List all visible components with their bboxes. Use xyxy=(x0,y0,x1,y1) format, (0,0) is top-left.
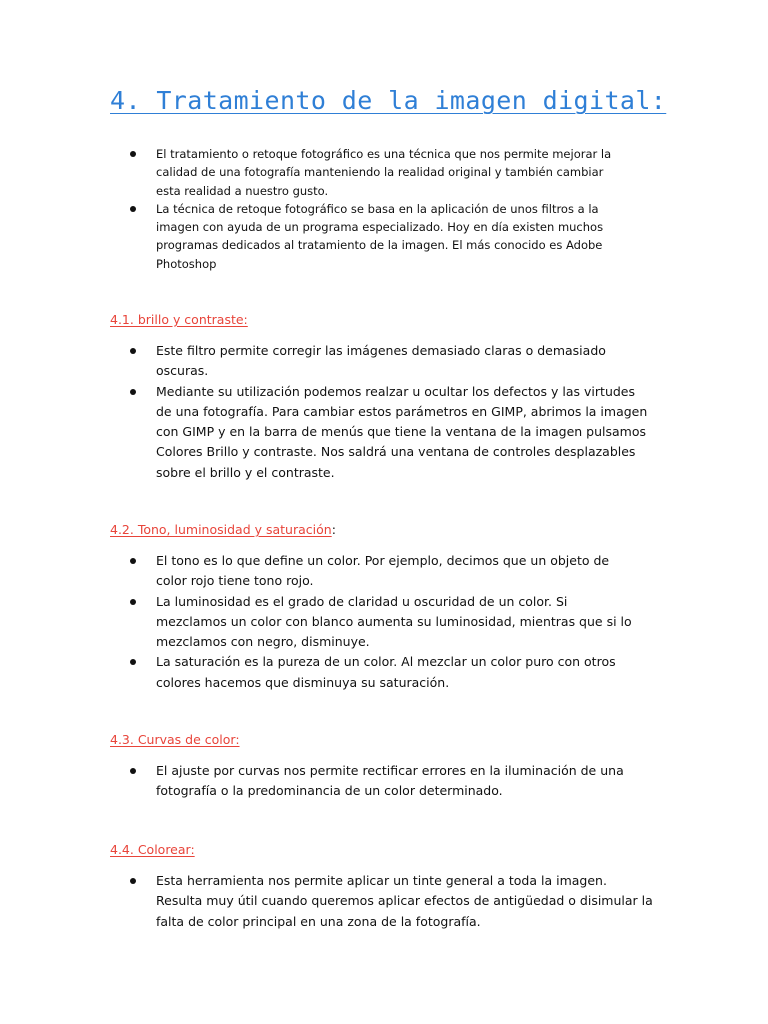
bullet-dot-icon xyxy=(130,389,136,395)
intro-bullet-list xyxy=(0,145,626,273)
list-item-text: La técnica de retoque fotográfico se basa en la aplicación de unos filtros a la imagen con ayuda de un programa especializado. Hoy en día existen muchos programas dedicados al tratamiento de la imagen. El más conocido es Adobe Photoshop xyxy=(156,201,604,271)
section-heading-text: 4.1. brillo y contraste: xyxy=(110,312,248,327)
section-bullet-list xyxy=(0,341,653,483)
bullet-dot-icon xyxy=(130,206,136,212)
page-title: 4. Tratamiento de la imagen digital: xyxy=(110,86,667,115)
section-heading-suffix: : xyxy=(331,522,336,537)
list-item xyxy=(0,145,626,200)
bullet-dot-icon xyxy=(130,558,136,564)
section-heading-brillo-contraste xyxy=(110,312,248,327)
list-item xyxy=(0,200,621,273)
list-item xyxy=(0,341,636,382)
section-heading-tono-luminosidad-saturacion xyxy=(110,522,336,537)
section-heading-curvas-de-color xyxy=(110,732,240,747)
list-item xyxy=(0,761,656,802)
bullet-dot-icon xyxy=(130,599,136,605)
bullet-dot-icon xyxy=(130,659,136,665)
list-item xyxy=(0,382,653,483)
bullet-dot-icon xyxy=(130,348,136,354)
bullet-dot-icon xyxy=(130,768,136,774)
list-item-text: Esta herramienta nos permite aplicar un tinte general a toda la imagen. Resulta muy útil cuando queremos aplicar efectos de antigüedad o disimular la falta de color principal en una zona de la fotografía. xyxy=(156,873,653,929)
list-item-text: El tono es lo que define un color. Por ejemplo, decimos que un objeto de color rojo tiene tono rojo. xyxy=(156,553,610,589)
list-item-text: Mediante su utilización podemos realzar u ocultar los defectos y las virtudes de una fotografía. Para cambiar estos parámetros en GIMP, abrimos la imagen con GIMP y en la barra de menús que tiene la ventana de la imagen pulsamos Colores Brillo y contraste. Nos saldrá una ventana de controles desplazables sobre el brillo y el contraste. xyxy=(156,383,648,480)
section-bullet-list xyxy=(0,871,656,932)
section-heading-text: 4.2. Tono, luminosidad y saturación xyxy=(110,522,332,537)
list-item-text: El ajuste por curvas nos permite rectificar errores en la iluminación de una fotografía o la predominancia de un color determinado. xyxy=(156,763,624,799)
bullet-dot-icon xyxy=(130,878,136,884)
list-item-text: La luminosidad es el grado de claridad u oscuridad de un color. Si mezclamos un color con blanco aumenta su luminosidad, mientras que si lo mezclamos con negro, disminuye. xyxy=(156,593,632,650)
list-item xyxy=(0,551,631,592)
bullet-dot-icon xyxy=(130,151,136,157)
section-heading-colorear xyxy=(110,842,195,857)
section-bullet-list xyxy=(0,761,656,802)
list-item-text: La saturación es la pureza de un color. Al mezclar un color puro con otros colores hacemos que disminuya su saturación. xyxy=(156,654,616,690)
list-item xyxy=(0,592,641,653)
list-item-text: Este filtro permite corregir las imágenes demasiado claras o demasiado oscuras. xyxy=(156,343,606,379)
section-heading-text: 4.3. Curvas de color: xyxy=(110,732,240,747)
list-item xyxy=(0,652,644,693)
list-item xyxy=(0,871,656,932)
list-item-text: El tratamiento o retoque fotográfico es una técnica que nos permite mejorar la calidad de una fotografía manteniendo la realidad original y también cambiar esta realidad a nuestro gusto. xyxy=(156,147,612,198)
section-bullet-list xyxy=(0,551,644,693)
section-heading-text: 4.4. Colorear: xyxy=(110,842,195,857)
